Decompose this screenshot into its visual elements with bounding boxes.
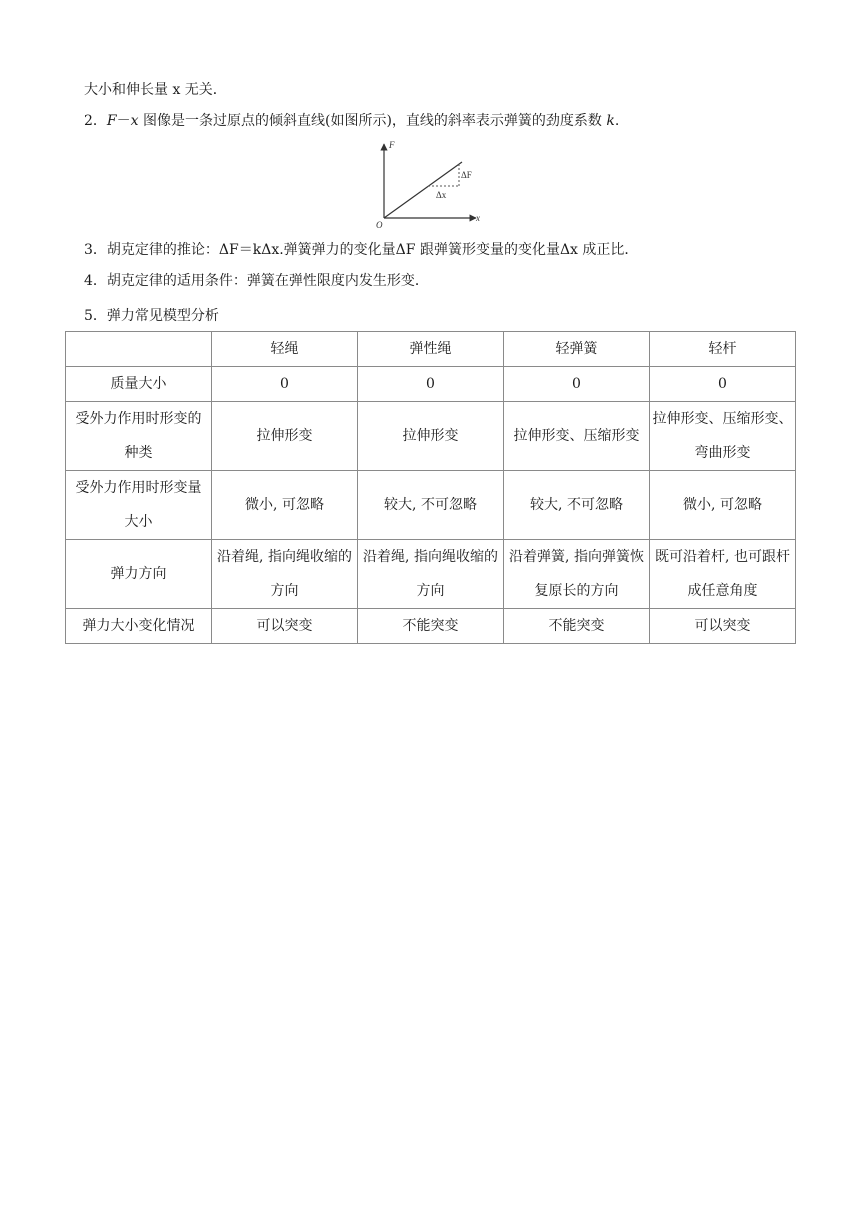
- table-cell: 可以突变: [650, 609, 796, 644]
- table-row: [66, 367, 796, 402]
- table-cell: 拉伸形变: [212, 402, 358, 471]
- origin-label: O: [376, 220, 383, 230]
- row-label: 受外力作用时形变的 种类: [66, 402, 212, 471]
- table-header-row: [66, 332, 796, 367]
- item-5: 5．弹力常见模型分析: [84, 308, 219, 324]
- table-row: [66, 540, 796, 609]
- header-cell-empty: [66, 332, 212, 367]
- item-3: 3．胡克定律的推论：ΔF＝kΔx.弹簧弹力的变化量ΔF 跟弹簧形变量的变化量Δx 成正比．: [84, 242, 639, 258]
- table-cell: 微小, 可忽略: [650, 471, 796, 540]
- table-cell: 沿着绳, 指向绳收缩的 方向: [212, 540, 358, 609]
- row-label: 质量大小: [66, 367, 212, 402]
- table-cell: 不能突变: [358, 609, 504, 644]
- table-cell: 微小, 可忽略: [212, 471, 358, 540]
- item-2-number: 2．: [84, 113, 107, 129]
- table-cell: 0: [504, 367, 650, 402]
- header-cell-elastic-rope: 弹性绳: [358, 332, 504, 367]
- table-cell: 0: [650, 367, 796, 402]
- table-cell: 拉伸形变、压缩形变: [504, 402, 650, 471]
- delta-f-label: ΔF: [461, 170, 472, 180]
- table-row: [66, 471, 796, 540]
- table-cell: 0: [358, 367, 504, 402]
- row-label: 弹力方向: [66, 540, 212, 609]
- table-cell: 拉伸形变、压缩形变、 弯曲形变: [650, 402, 796, 471]
- table-cell: 较大, 不可忽略: [358, 471, 504, 540]
- header-cell-light-spring: 轻弹簧: [504, 332, 650, 367]
- header-cell-light-rope: 轻绳: [212, 332, 358, 367]
- item-2-dash: －: [116, 113, 131, 129]
- item-2-x: x: [130, 113, 139, 129]
- table-row: [66, 402, 796, 471]
- table-row: [66, 609, 796, 644]
- f-x-graph: [372, 140, 488, 232]
- item-2-text: 图像是一条过原点的倾斜直线(如图所示)，直线的斜率表示弹簧的劲度系数: [138, 113, 607, 129]
- row-label: 弹力大小变化情况: [66, 609, 212, 644]
- f-x-line: [384, 162, 462, 218]
- axis-label-x: x: [476, 213, 480, 223]
- item-2-end: .: [614, 113, 620, 129]
- table-cell: 沿着弹簧, 指向弹簧恢 复原长的方向: [504, 540, 650, 609]
- item-4: 4．胡克定律的适用条件：弹簧在弹性限度内发生形变．: [84, 273, 429, 289]
- table-cell: 既可沿着杆, 也可跟杆 成任意角度: [650, 540, 796, 609]
- table-cell: 不能突变: [504, 609, 650, 644]
- spring-model-table: [65, 331, 796, 644]
- row-label: 受外力作用时形变量 大小: [66, 471, 212, 540]
- table-cell: 沿着绳, 指向绳收缩的 方向: [358, 540, 504, 609]
- axis-label-f: F: [389, 140, 395, 150]
- header-cell-light-rod: 轻杆: [650, 332, 796, 367]
- intro-line: 大小和伸长量 x 无关．: [84, 82, 227, 98]
- table-cell: 0: [212, 367, 358, 402]
- table-cell: 可以突变: [212, 609, 358, 644]
- item-2-f: F: [106, 113, 117, 129]
- table-cell: 较大, 不可忽略: [504, 471, 650, 540]
- item-2: [84, 111, 619, 131]
- delta-x-label: Δx: [436, 190, 447, 200]
- table-cell: 拉伸形变: [358, 402, 504, 471]
- item-2-k: k: [606, 113, 615, 129]
